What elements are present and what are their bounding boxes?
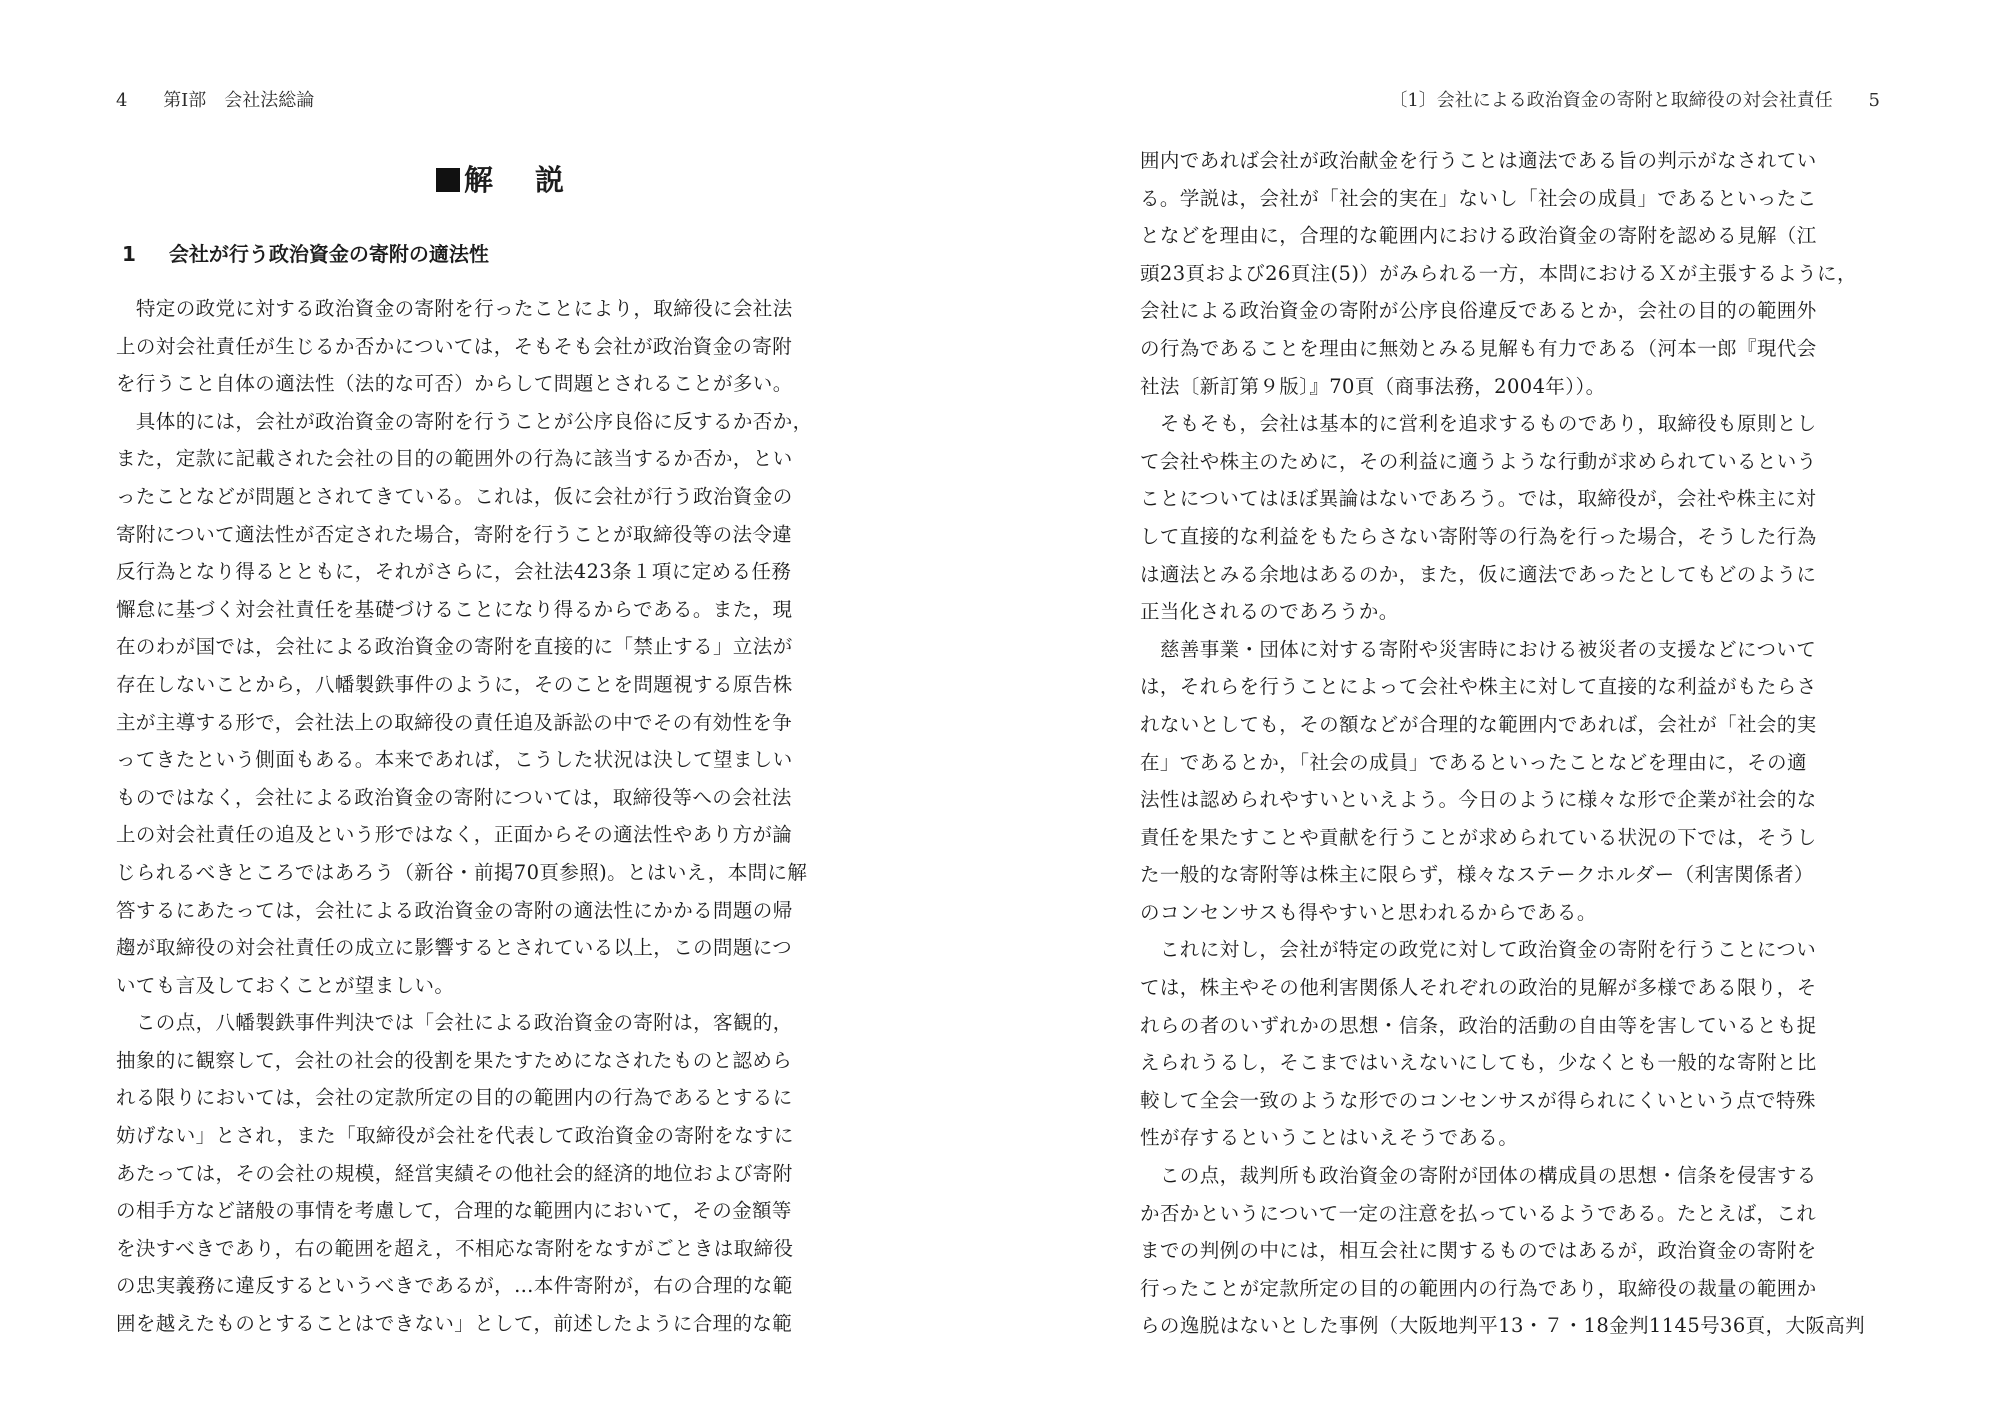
body-line: この点，八幡製鉄事件判決では「会社による政治資金の寄附は，客観的， <box>116 1011 793 1035</box>
body-line: 会社による政治資金の寄附が公序良俗違反であるとか，会社の目的の範囲外 <box>1140 299 1817 323</box>
body-line: して直接的な利益をもたらさない寄附等の行為を行った場合，そうした行為 <box>1140 524 1817 548</box>
right-page-number: 5 <box>1868 90 1880 111</box>
left-page-number: 4 <box>116 90 128 111</box>
body-line: この点，裁判所も政治資金の寄附が団体の構成員の思想・信条を侵害する <box>1140 1164 1817 1188</box>
subheading-number: 1 <box>122 242 136 266</box>
body-line: 上の対会社責任の追及という形ではなく，正面からその適法性やあり方が論 <box>116 823 793 847</box>
body-line: れらの者のいずれかの思想・信条，政治的活動の自由等を害しているとも捉 <box>1140 1013 1817 1037</box>
body-line: れる限りにおいては，会社の定款所定の目的の範囲内の行為であるとするに <box>116 1086 793 1110</box>
body-line: ってきたという側面もある。本来であれば，こうした状況は決して望ましい <box>116 748 793 772</box>
body-line: えられうるし，そこまではいえないにしても，少なくとも一般的な寄附と比 <box>1140 1051 1817 1075</box>
body-line: 答するにあたっては，会社による政治資金の寄附の適法性にかかる問題の帰 <box>116 898 793 922</box>
body-line: 妨げない」とされ，また「取締役が会社を代表して政治資金の寄附をなすに <box>116 1124 794 1148</box>
body-line: て会社や株主のために，その利益に適うような行動が求められているという <box>1140 449 1817 473</box>
body-line: 主が主導する形で，会社法上の取締役の責任追及訴訟の中でその有効性を争 <box>116 710 793 734</box>
subheading <box>122 238 489 267</box>
body-line: までの判例の中には，相互会社に関するものではあるが，政治資金の寄附を <box>1140 1239 1817 1263</box>
body-line: 責任を果たすことや貢献を行うことが求められている状況の下では，そうし <box>1140 825 1817 849</box>
body-line: の行為であることを理由に無効とみる見解も有力である（河本一郎『現代会 <box>1140 336 1817 360</box>
body-line: は適法とみる余地はあるのか，また，仮に適法であったとしてもどのように <box>1140 562 1817 586</box>
right-running-head <box>1389 86 1880 112</box>
subheading-text: 会社が行う政治資金の寄附の適法性 <box>168 242 489 266</box>
body-line: 在のわが国では，会社による政治資金の寄附を直接的に「禁止する」立法が <box>116 635 793 659</box>
body-line: ては，株主やその他利害関係人それぞれの政治的見解が多様である限り，そ <box>1140 976 1817 1000</box>
body-line: 慈善事業・団体に対する寄附や災害時における被災者の支援などについて <box>1140 637 1817 661</box>
right-running-head-text: 〔1〕会社による政治資金の寄附と取締役の対会社責任 <box>1389 90 1833 111</box>
body-line: 具体的には，会社が政治資金の寄附を行うことが公序良俗に反するか否か， <box>116 409 813 433</box>
body-line: 較して全会一致のような形でのコンセンサスが得られにくいという点で特殊 <box>1140 1088 1816 1112</box>
body-line: れないとしても，その額などが合理的な範囲内であれば，会社が「社会的実 <box>1140 712 1817 736</box>
body-line: あたっては，その会社の規模，経営実績その他社会的経済的地位および寄附 <box>116 1161 793 1185</box>
body-line: の相手方など諸般の事情を考慮して，合理的な範囲内において，その金額等 <box>116 1199 792 1223</box>
section-title <box>0 158 1000 199</box>
right-body-text <box>1140 142 1900 1345</box>
section-title-part-2: 説 <box>535 163 565 197</box>
body-line: これに対し，会社が特定の政党に対して政治資金の寄附を行うことについ <box>1140 938 1817 962</box>
body-line: 存在しないことから，八幡製鉄事件のように，そのことを問題視する原告株 <box>116 672 793 696</box>
body-line: ったことなどが問題とされてきている。これは，仮に会社が行う政治資金の <box>116 484 793 508</box>
body-line: は，それらを行うことによって会社や株主に対して直接的な利益がもたらさ <box>1140 675 1817 699</box>
left-running-head-text: 第Ⅰ部 会社法総論 <box>163 90 315 111</box>
section-title-part-1: 解 <box>463 163 493 197</box>
body-line: 正当化されるのであろうか。 <box>1140 600 1399 624</box>
body-line: そもそも，会社は基本的に営利を追求するものであり，取締役も原則とし <box>1140 412 1817 436</box>
body-line: 上の対会社責任が生じるか否かについては，そもそも会社が政治資金の寄附 <box>116 334 793 358</box>
body-line: 寄附について適法性が否定された場合，寄附を行うことが取締役等の法令違 <box>116 522 793 546</box>
body-line: 反行為となり得るとともに，それがさらに，会社法423条１項に定める任務 <box>116 560 792 584</box>
body-line: となどを理由に，合理的な範囲内における政治資金の寄附を認める見解（江 <box>1140 224 1817 248</box>
body-line: いても言及しておくことが望ましい。 <box>116 973 455 997</box>
right-page <box>1000 0 2000 1415</box>
body-line: 趨が取締役の対会社責任の成立に影響するとされている以上，この問題につ <box>116 936 793 960</box>
left-body-text <box>116 290 876 1343</box>
body-line: 囲を越えたものとすることはできない」として，前述したように合理的な範 <box>116 1312 793 1336</box>
body-line: じられるべきところではあろう（新谷・前掲70頁参照)。とはいえ，本問に解 <box>116 860 808 884</box>
body-line: 社法〔新訂第９版〕』70頁（商事法務，2004年））。 <box>1140 374 1606 398</box>
body-line: ものではなく，会社による政治資金の寄附については，取締役等への会社法 <box>116 785 792 809</box>
body-line: 性が存するということはいえそうである。 <box>1140 1126 1519 1150</box>
body-line: か否かというについて一定の注意を払っているようである。たとえば，これ <box>1140 1201 1817 1225</box>
body-line: る。学説は，会社が「社会的実在」ないし「社会の成員」であるといったこ <box>1140 186 1817 210</box>
body-line: また，定款に記載された会社の目的の範囲外の行為に該当するか否か，とい <box>116 447 793 471</box>
body-line: 行ったことが定款所定の目的の範囲内の行為であり，取締役の裁量の範囲か <box>1140 1276 1817 1300</box>
body-line: 懈怠に基づく対会社責任を基礎づけることになり得るからである。また，現 <box>116 597 793 621</box>
body-line: を行うこと自体の適法性（法的な可否）からして問題とされることが多い。 <box>116 372 793 396</box>
body-line: 抽象的に観察して，会社の社会的役割を果たすためになされたものと認めら <box>116 1048 793 1072</box>
body-line: 特定の政党に対する政治資金の寄附を行ったことにより，取締役に会社法 <box>116 297 793 320</box>
black-square-icon <box>436 168 460 192</box>
body-line: を決すべきであり，右の範囲を超え，不相応な寄附をなすがごときは取締役 <box>116 1236 794 1260</box>
body-line: 頭23頁および26頁注(5)）がみられる一方，本問におけるＸが主張するように， <box>1140 261 1857 285</box>
left-running-head <box>116 86 314 112</box>
body-line: のコンセンサスも得やすいと思われるからである。 <box>1140 900 1597 924</box>
body-line: 法性は認められやすいといえよう。今日のように様々な形で企業が社会的な <box>1140 788 1817 812</box>
body-line: た一般的な寄附等は株主に限らず，様々なステークホルダー（利害関係者） <box>1140 863 1814 887</box>
body-line: 在」であるとか，「社会の成員」であるといったことなどを理由に，その適 <box>1140 750 1807 774</box>
body-line: らの逸脱はないとした事例（大阪地判平13・７・18金判1145号36頁，大阪高判 <box>1140 1314 1866 1338</box>
body-line: ことについてはほぼ異論はないであろう。では，取締役が，会社や株主に対 <box>1140 487 1817 511</box>
body-line: 囲内であれば会社が政治献金を行うことは適法である旨の判示がなされてい <box>1140 149 1817 172</box>
body-line: の忠実義務に違反するというべきであるが，…本件寄附が，右の合理的な範 <box>116 1274 793 1298</box>
